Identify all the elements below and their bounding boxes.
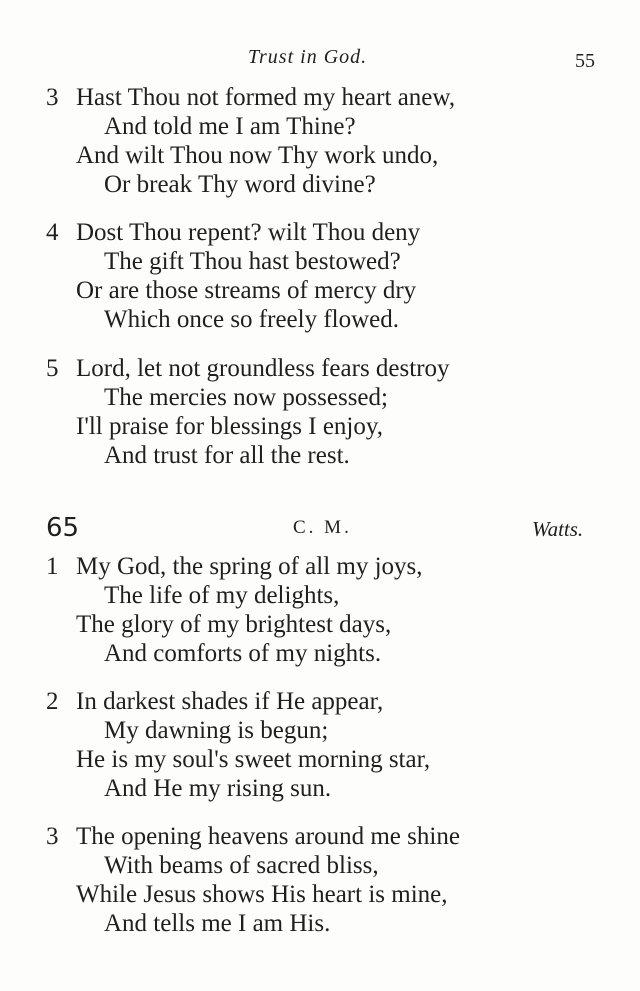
stanza-number: 2 <box>46 688 59 715</box>
verse-line: The mercies now possessed; <box>104 384 388 411</box>
verse-line: Which once so freely flowed. <box>104 306 400 333</box>
verse-line: My God, the spring of all my joys, <box>76 553 423 580</box>
verse-line: In darkest shades if He appear, <box>76 688 384 715</box>
hymn-number: 65 <box>46 513 80 543</box>
verse-line: My dawning is begun; <box>104 717 329 744</box>
verse-line: With beams of sacred bliss, <box>104 852 379 879</box>
verse-line: He is my soul's sweet morning star, <box>76 746 431 773</box>
verse-line: The glory of my brightest days, <box>76 611 392 638</box>
verse-line: The gift Thou hast bestowed? <box>104 248 401 275</box>
verse-line: Hast Thou not formed my heart anew, <box>76 84 456 111</box>
stanza-number: 5 <box>46 355 59 382</box>
page-number: 55 <box>575 50 595 72</box>
stanza-number: 3 <box>46 84 59 111</box>
verse-line: Or are those streams of mercy dry <box>76 277 417 304</box>
verse-line: The opening heavens around me shine <box>76 823 460 850</box>
verse-line: And wilt Thou now Thy work undo, <box>76 142 439 169</box>
stanza-number: 3 <box>46 823 59 850</box>
verse-line: And told me I am Thine? <box>104 113 356 140</box>
hymn-meter: C. M. <box>293 517 352 538</box>
verse-line: And comforts of my nights. <box>104 640 382 667</box>
verse-line: And trust for all the rest. <box>104 442 350 469</box>
stanza-number: 4 <box>46 219 59 246</box>
stanza-number: 1 <box>46 553 59 580</box>
verse-line: Dost Thou repent? wilt Thou deny <box>76 219 421 246</box>
verse-line: I'll praise for blessings I enjoy, <box>76 413 383 440</box>
verse-line: The life of my delights, <box>104 582 340 609</box>
hymn-author: Watts. <box>532 517 584 541</box>
verse-line: Lord, let not groundless fears destroy <box>76 355 450 382</box>
verse-line: And tells me I am His. <box>104 910 331 937</box>
verse-line: And He my rising sun. <box>104 775 332 802</box>
hymn-header <box>0 513 640 553</box>
verse-line: While Jesus shows His heart is mine, <box>76 881 448 908</box>
verse-line: Or break Thy word divine? <box>104 171 376 198</box>
running-head: Trust in God. <box>248 46 368 68</box>
